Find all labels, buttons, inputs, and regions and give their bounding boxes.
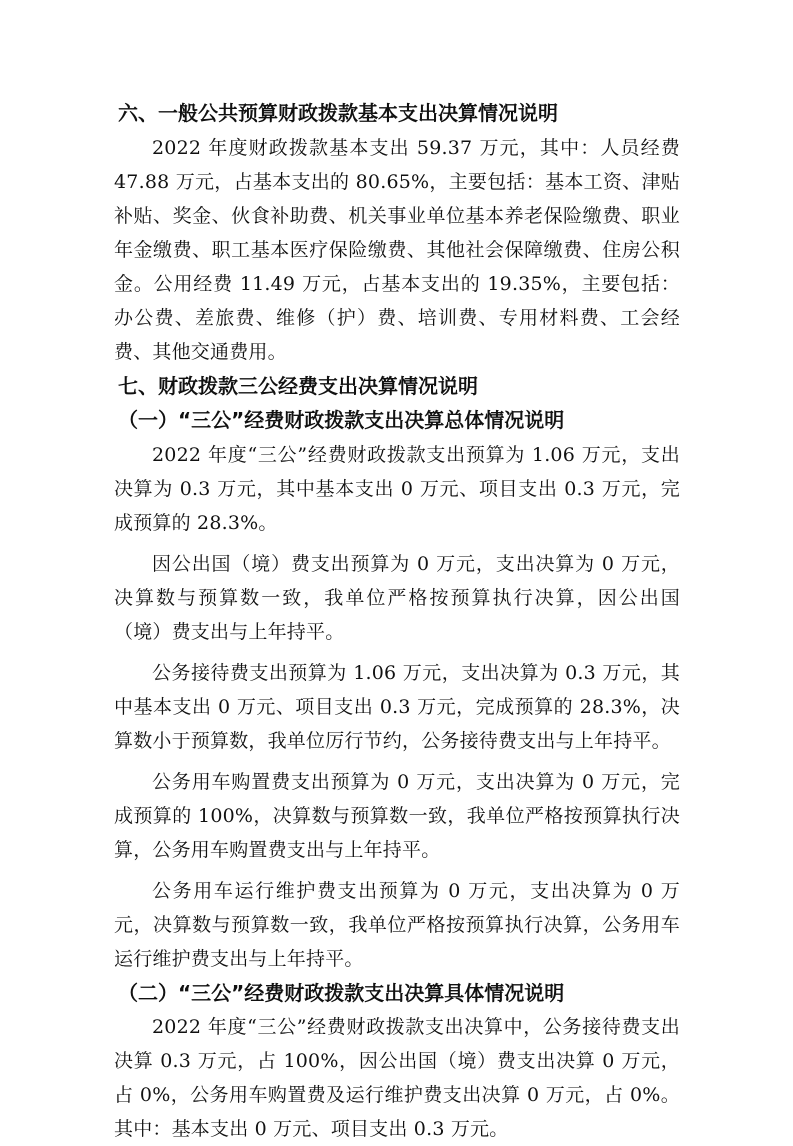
- paragraph-reception: 公务接待费支出预算为 1.06 万元，支出决算为 0.3 万元，其中基本支出 0 万元、项目支出 0.3 万元，完成预算的 28.3%，决算数小于预算数，我单位厉行节约，公务接待费支出与上年持平。: [114, 661, 680, 752]
- paragraph-overall-budget: 2022 年度“三公”经费财政拨款支出预算为 1.06 万元，支出决算为 0.3 万元，其中基本支出 0 万元、项目支出 0.3 万元，完成预算的 28.3%。: [114, 443, 680, 534]
- paragraph-basic-expenditure: 2022 年度财政拨款基本支出 59.37 万元，其中：人员经费 47.88 万元，占基本支出的 80.65%，主要包括：基本工资、津贴补贴、奖金、伙食补助费、机关事业单位基本养老保险缴费、职业年金缴费、职工基本医疗保险缴费、其他社会保障缴费、住房公积金。公用经费 11.49 万元，占基本支出的 19.35%，主要包括：办公费、差旅费、维修（护）费、培训费、专用材料费、工会经费、其他交通费用。: [114, 136, 680, 363]
- subsection-heading-details: （二）“三公”经费财政拨款支出决算具体情况说明: [118, 980, 565, 1005]
- section-heading-basic-expenditure: 六、一般公共预算财政拨款基本支出决算情况说明: [118, 101, 558, 125]
- document-body: [114, 96, 680, 1146]
- paragraph-vehicle-operation: 公务用车运行维护费支出预算为 0 万元，支出决算为 0 万元，决算数与预算数一致，我单位严格按预算执行决算，公务用车运行维护费支出与上年持平。: [114, 879, 680, 970]
- subsection-heading-overall: （一）“三公”经费财政拨款支出决算总体情况说明: [118, 408, 565, 432]
- section-heading-three-public-expenses: 七、财政拨款三公经费支出决算情况说明: [118, 373, 478, 398]
- paragraph-vehicle-purchase: 公务用车购置费支出预算为 0 万元，支出决算为 0 万元，完成预算的 100%，决算数与预算数一致，我单位严格按预算执行决算，公务用车购置费支出与上年持平。: [114, 770, 680, 861]
- paragraph-details: 2022 年度“三公”经费财政拨款支出决算中，公务接待费支出决算 0.3 万元，占 100%，因公出国（境）费支出决算 0 万元，占 0%，公务用车购置费及运行维护费支出决算 0 万元，占 0%。其中：基本支出 0 万元、项目支出 0.3 万元。: [114, 1016, 680, 1140]
- paragraph-overseas-travel: 因公出国（境）费支出预算为 0 万元，支出决算为 0 万元，决算数与预算数一致，我单位严格按预算执行决算，因公出国（境）费支出与上年持平。: [114, 552, 680, 643]
